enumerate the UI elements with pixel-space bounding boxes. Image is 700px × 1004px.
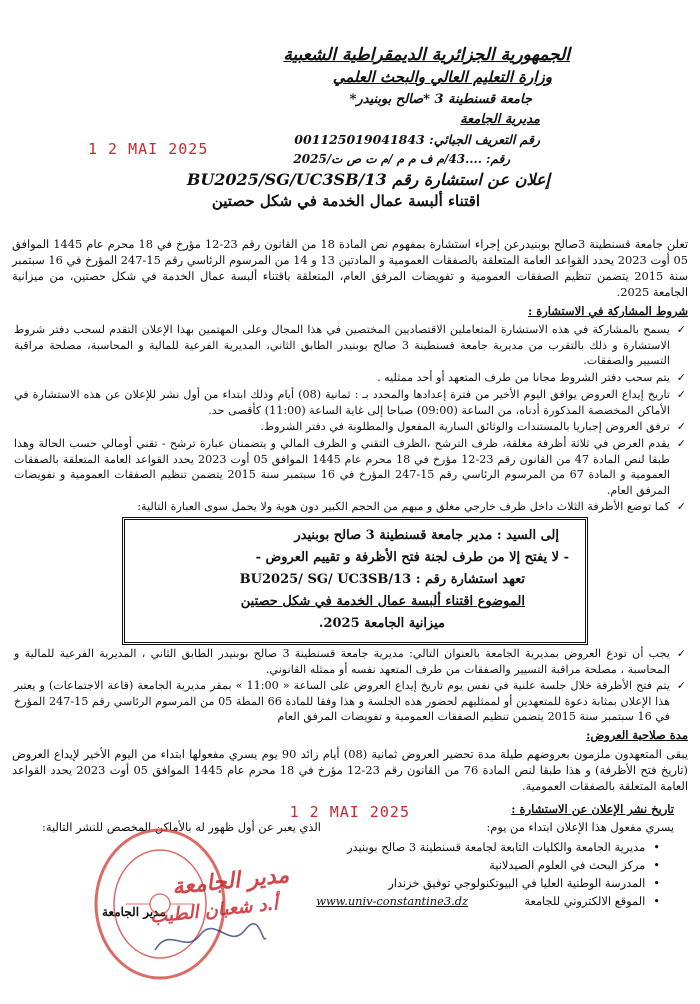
republic-header: الجمهورية الجزائرية الديمقراطية الشعبية	[283, 45, 570, 65]
signature-title: مدير الجامعة	[102, 905, 166, 919]
participation-item: ✓ يتم سحب دفتر الشروط مجانا من طرف المتعهد أو أحد ممثليه .	[14, 370, 686, 386]
publication-effective-tail: الذي يعبر عن أول ظهور له بالأماكن المخصص للنشر التالية:	[42, 820, 321, 834]
envelope-notice: - لا يفتح إلا من طرف لجنة فتح الأظرفة و تقييم العروض -	[255, 550, 569, 565]
deposit-item: ✓ يجب أن تودع العروض بمديرية الجامعة بالعنوان التالي: مديرية جامعة قسنطينة 3 صالح بوبنيدر الطابق الثاني ، المديرية الفرعية للمالية و المحاسبة ، مصلحة مراقبة التسيير والصفقات من طرف المتعهد نفسه أو ممثله القانوني.	[14, 646, 686, 677]
announcement-subject: اقتناء ألبسة عمال الخدمة في شكل حصتين	[211, 192, 480, 210]
reference-number: رقم: ....43/م ف م م /م ت ص ت/2025	[293, 152, 510, 166]
envelope-subject: الموضوع اقتناء ألبسة عمال الخدمة في شكل حصتين	[240, 594, 525, 609]
participation-item: ✓ كما توضع الأظرفة الثلاث داخل ظرف خارجي مغلق و مبهم من الحجم الكبير دون هوية ولا يحمل سوى العبارة التالية:	[14, 499, 686, 515]
tax-id: رقم التعريف الجبائي: 001125019041843	[294, 132, 540, 147]
ministry-header: وزارة التعليم العالي والبحث العلمي	[332, 68, 552, 86]
participation-item: ✓ ترفق العروض إجباريا بالمستندات والوثائق السارية المفعول والمطلوبة في دفتر الشروط.	[14, 419, 686, 435]
signature-scribble	[150, 920, 270, 960]
university-name: جامعة قسنطينة 3 *صالح بوبنيدر*	[349, 92, 532, 107]
validity-heading: مدة صلاحية العروض:	[586, 728, 688, 742]
date-stamp-bottom: 1 2 MAI 2025	[289, 803, 410, 821]
envelope-budget: ميزانية الجامعة 2025.	[318, 616, 445, 631]
publication-heading: تاريخ نشر الإعلان عن الاستشارة :	[511, 802, 674, 816]
announcement-title: إعلان عن استشارة رقم BU2025/SG/UC3SB/13	[186, 170, 550, 189]
university-website[interactable]: www.univ-constantine3.dz	[316, 894, 468, 908]
deposit-item: ✓ يتم فتح الأظرفة خلال جلسة علنية في نفس يوم تاريخ إيداع العروض على الساعة « 11:00 » بمقر مديرية الجامعة (قاعة الاجتماعات) و يعتبر هذا الإعلان بمثابة دعوة للمتعهدين أو لممثليهم لحضور هذه الجلسة و هذا وفقا للمادة 66 المطة 05 من المرسوم الرئاسي رقم 15-247 المؤرخ في 16 سبتمبر سنة 2015 يتضمن تنظيم الصفقات العمومية و تفويضات المرفق العام	[14, 678, 686, 725]
publication-place: • الموقع الالكتروني للجامعة	[524, 894, 660, 908]
participation-item: ✓ يقدم العرض في ثلاثة أظرفة مغلقة، ظرف الترشح ،الظرف التقني و الظرف المالي و يتضمنان عبارة ترشح - تقني أومالي حسب الحالة وهذا طبقا لنص المادة 47 من القانون رقم 23-12 مؤرخ في 18 محرم عام 1445 الموافق 05 أوت 2023 يحدد القواعد العامة المتعلقة بالصفقات العمومية و المادة 67 من المرسوم الرئاسي رقم 15-247 المؤرخ في 16 سبتمبر سنة 2015 يتضمن تنظيم الصفقات العمومية و تفويضات المرفق العام.	[14, 436, 686, 498]
validity-paragraph: يبقى المتعهدون ملزمون بعروضهم طيلة مدة تحضير العروض ثمانية (08) أيام زائد 90 يوم يسري مفعولها ابتداء من اليوم الأخير لإيداع العروض (تاريخ فتح الأظرفة) و هذا طبقا لنص المادة 76 من القانون رقم 23-12 مؤرخ في 18 محرم عام 1445 الموافق 05 أوت 2023 يحدد القواعد العامة المتعلقة بالصفقات العمومية.	[12, 747, 688, 793]
signature-name: أ.د شعبان الطيب	[149, 893, 279, 928]
participation-item: ✓ تاريخ إيداع العروض يوافق اليوم الأخير من فترة إعدادها والمحدد بـ : ثمانية (08) أيام وذلك ابتداء من أول نشر للإعلان عن هذه الاستشارة في الأماكن المخصصة المذكورة أدناه، من الساعة (09:00) صباحا إلى غاية الساعة (11:00) كأقصى حد.	[14, 387, 686, 418]
intro-paragraph: تعلن جامعة قسنطينة 3صالح بوبنيدرعن إجراء استشارة بمفهوم نص المادة 18 من القانون رقم 23-12 مؤرخ في 18 محرم عام 1445 الموافق 05 أوت 2023 يحدد القواعد العامة المتعلقة بالصفقات العمومية و المادتين 13 و 14 من المرسوم الرئاسي رقم 15-247 المؤرخ في 16 سبتمبر سنة 2015 يتضمن تنظيم الصفقات العمومية و تفويضات المرفق العام، المتعلقة باقتناء ألبسة عمال الخدمة في شكل حصتين، من ميزانية الجامعة 2025.	[12, 237, 688, 299]
envelope-consultation-number: تعهد استشارة رقم : BU2025/ SG/ UC3SB/13	[239, 572, 525, 587]
publication-place: • مديرية الجامعة والكليات التابعة لجامعة قسنطينة 3 صالح بوبنيدر	[347, 840, 660, 854]
envelope-addressee: إلى السيد : مدير جامعة قسنطينة 3 صالح بوبنيدر	[294, 528, 559, 543]
directorate-name: مديرية الجامعة	[460, 112, 540, 127]
participation-heading: شروط المشاركة في الاستشارة :	[527, 304, 688, 318]
publication-effective: يسري مفعول هذا الإعلان ابتداء من يوم:	[486, 820, 674, 834]
publication-place: • المدرسة الوطنية العليا في البيوتكنولوجي توفيق خزندار	[388, 876, 660, 890]
publication-place: • مركز البحث في العلوم الصيدلانية	[489, 858, 660, 872]
participation-item: ✓ يسمح بالمشاركة في هذه الاستشارة المتعاملين الاقتصاديين المختصين في هذا المجال وعلى المهتمين بهذا الإعلان التقدم لسحب دفتر شروط الاستشارة و ذلك بالتقرب من مديرية جامعة قسنطينة 3 صالح بوبنيدر الطابق الثاني، المديرية الفرعية للمالية و المحاسبة، مصلحة مراقبة التسيير والصفقات.	[14, 322, 686, 369]
envelope-label-box	[122, 517, 588, 645]
signature-handwritten: مدير الجامعة	[170, 861, 291, 901]
date-stamp-top: 1 2 MAI 2025	[88, 140, 209, 158]
